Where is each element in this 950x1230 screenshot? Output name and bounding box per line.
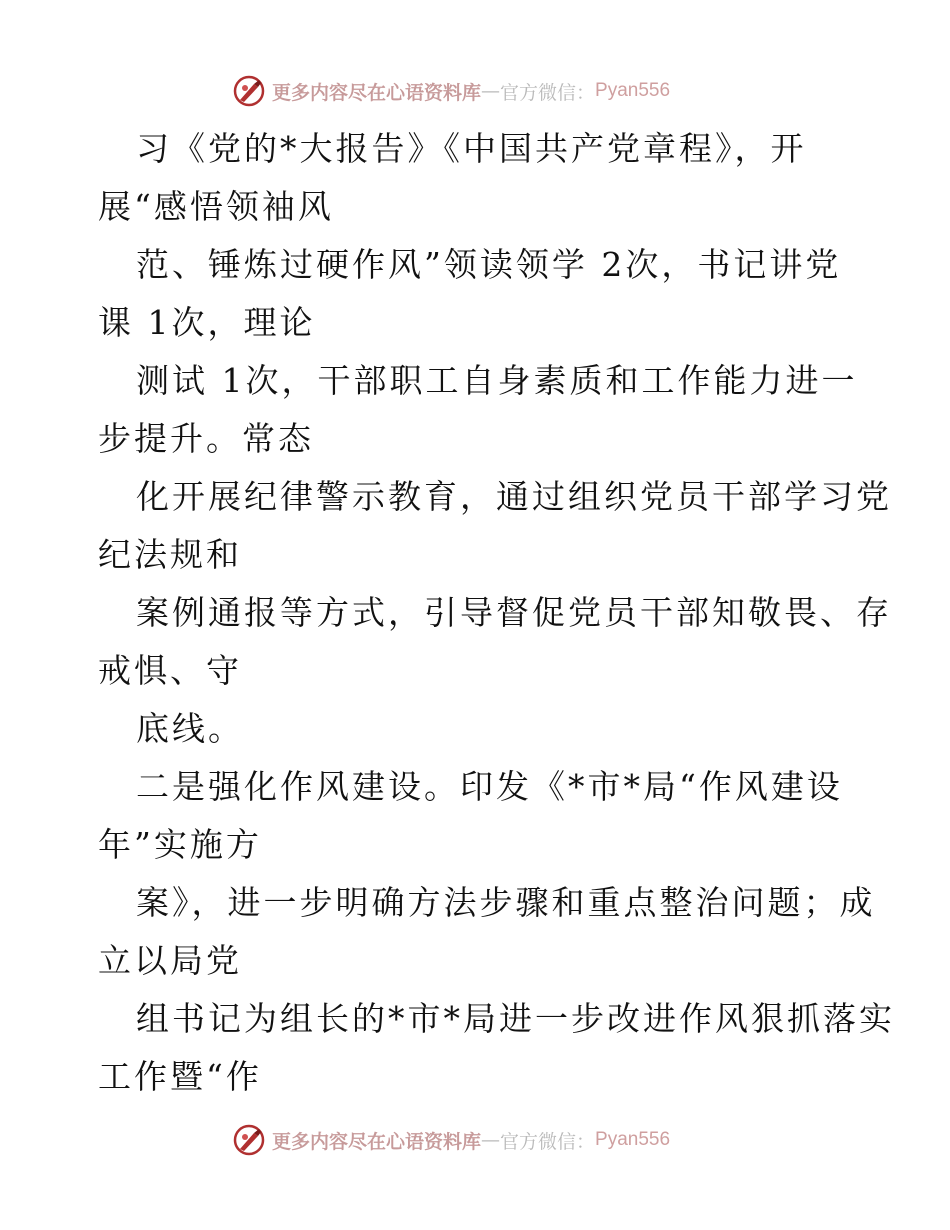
watermark-separator: —: [481, 1129, 501, 1151]
pen-logo-icon: [232, 74, 266, 108]
text-line: 纪法规和: [98, 535, 242, 574]
text-line: 组书记为组长的*市*局进一步改进作风狠抓落实: [136, 999, 895, 1038]
text-line: 测试 1次，干部职工自身素质和工作能力进一: [136, 361, 858, 400]
watermark-label: 官方微信：: [500, 81, 596, 104]
text-line: 二是强化作风建设。印发《*市*局“作风建设: [136, 767, 843, 806]
watermark-text: 更多内容尽在心语资料库: [272, 81, 482, 104]
watermark-separator: —: [481, 80, 501, 102]
text-line: 案例通报等方式，引导督促党员干部知敬畏、存: [136, 593, 892, 632]
text-line: 课 1次，理论: [98, 303, 316, 342]
text-line: 范、锤炼过硬作风”领读领学 2次，书记讲党: [136, 245, 842, 284]
text-line: 立以局党: [98, 941, 242, 980]
watermark-label: 官方微信：: [500, 1130, 596, 1153]
footer-watermark: [232, 1122, 670, 1158]
text-line: 底线。: [136, 709, 244, 748]
text-line: 戒惧、守: [98, 651, 242, 690]
document-body: [98, 120, 895, 1106]
watermark-text: 更多内容尽在心语资料库: [272, 1130, 482, 1153]
text-line: 习《党的*大报告》《中国共产党章程》，开: [136, 129, 807, 168]
text-line: 工作暨“作: [98, 1057, 262, 1096]
watermark-id: Pyan556: [595, 1129, 671, 1150]
text-line: 化开展纪律警示教育，通过组织党员干部学习党: [136, 477, 892, 516]
header-watermark: [232, 73, 670, 109]
text-line: 步提升。常态: [98, 419, 314, 458]
watermark-id: Pyan556: [595, 80, 671, 101]
pen-logo-icon: [232, 1123, 266, 1157]
text-line: 展“感悟领袖风: [98, 187, 334, 226]
text-line: 年”实施方: [98, 825, 262, 864]
text-line: 案》，进一步明确方法步骤和重点整治问题；成: [136, 883, 876, 922]
